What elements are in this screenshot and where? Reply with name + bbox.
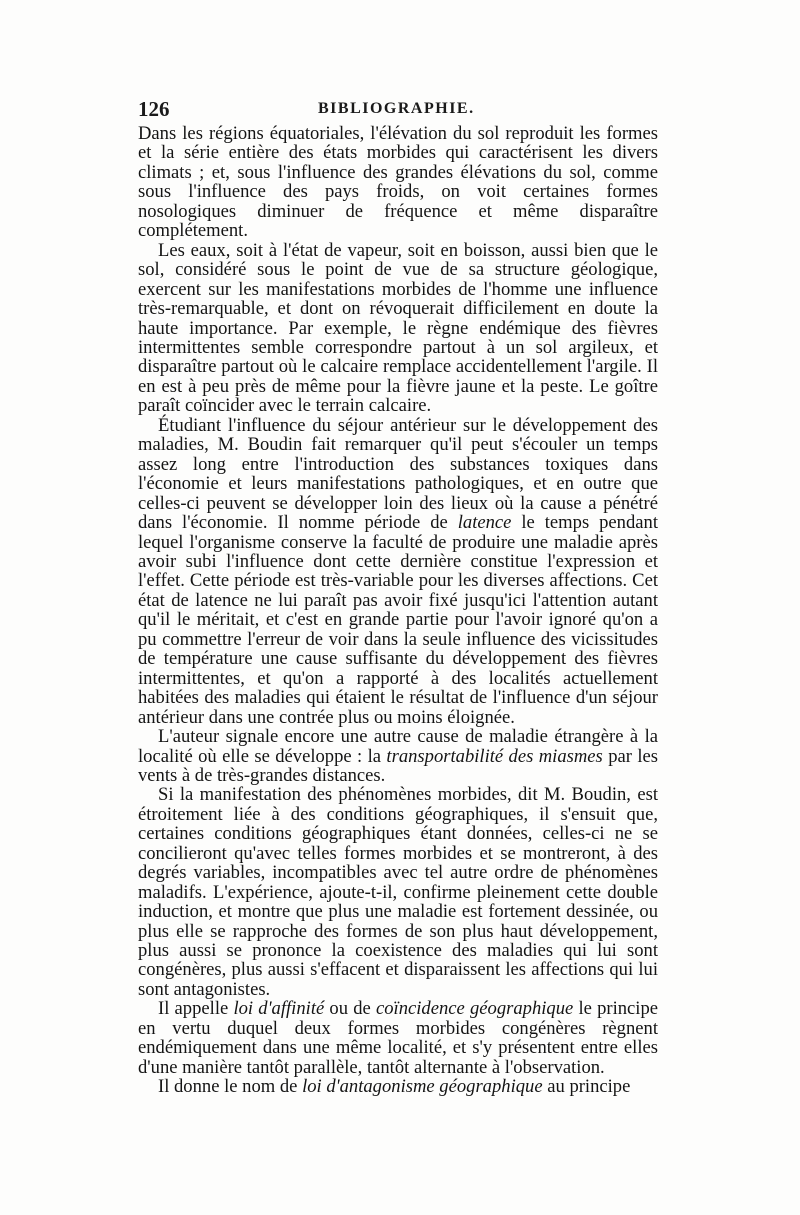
paragraph bbox=[138, 999, 658, 1077]
running-head: BIBLIOGRAPHIE. bbox=[318, 100, 475, 117]
paragraph-text: le temps pendant lequel l'organisme conserve la faculté de produire une maladie après avoir subi l'influence dont cette dernière constitue l'expression et l'effet. Cette période est très-variable pour les diverses affections. Cet état de latence ne lui paraît pas avoir fixé jusqu'ici l'attention autant qu'il le méritait, et c'est en grande partie pour l'avoir ignoré qu'on a pu commettre l'erreur de voir dans la seule influence des vicissitudes de température une cause suffisante du développement des fièvres intermittentes, et qu'on a rapporté à des localités actuellement habitées des maladies qui étaient le résultat de l'influence d'un séjour antérieur dans une contrée plus ou moins éloignée. bbox=[138, 512, 658, 728]
paragraph bbox=[138, 241, 658, 416]
italic-term: transportabilité des miasmes bbox=[386, 745, 603, 767]
italic-term: coïncidence géographique bbox=[375, 998, 574, 1020]
italic-term: loi d'affinité bbox=[233, 998, 325, 1020]
paragraph-text: Il donne le nom de bbox=[158, 1076, 303, 1098]
paragraph-text: Si la manifestation des phénomènes morbides, dit M. Boudin, est étroitement liée à des conditions géographiques, il s'ensuit que, certaines conditions géographiques étant données, celles-ci ne se concilieront qu'avec telles formes morbides et se montreront, à des degrés variables, incompatibles avec tel autre ordre de phénomènes maladifs. L'expérience, ajoute-t-il, confirme pleinement cette double induction, et montre que plus une maladie est fortement dessinée, ou plus elle se rapproche des formes de son plus haut développement, plus aussi se prononce la coexistence des maladies qui lui sont congénères, plus aussi s'effacent et disparaissent les affections qui lui sont antagonistes. bbox=[138, 784, 658, 1000]
page-number: 126 bbox=[138, 97, 170, 121]
italic-term: loi d'antagonisme géographique bbox=[302, 1076, 543, 1098]
paragraph-text: au principe bbox=[542, 1076, 631, 1098]
paragraph-text: L'auteur signale encore une autre cause de maladie étrangère à la localité où elle se développe : la bbox=[138, 726, 658, 767]
paragraph bbox=[138, 124, 658, 241]
paragraph bbox=[138, 727, 658, 785]
paragraph-text: par les vents à de très-grandes distances. bbox=[138, 745, 658, 786]
paragraph-text: Étudiant l'influence du séjour antérieur sur le développement des maladies, M. Boudin fait remarquer qu'il peut s'écouler un temps assez long entre l'introduction des substances toxiques dans l'économie et leurs manifestations pathologiques, et en outre que celles-ci peuvent se développer loin des lieux où la cause a pénétré dans l'économie. Il nomme période de bbox=[138, 414, 658, 534]
paragraph-text: le principe en vertu duquel deux formes morbides congénères règnent endémiquement dans une même localité, et s'y présentent entre elles d'une manière tantôt parallèle, tantôt alternante à l'observation. bbox=[138, 998, 659, 1078]
body-text bbox=[138, 124, 658, 1097]
page-header bbox=[138, 97, 658, 123]
paragraph-text: ou de bbox=[324, 998, 376, 1020]
paragraph-text: Les eaux, soit à l'état de vapeur, soit en boisson, aussi bien que le sol, considéré sous le point de vue de sa structure géologique, exercent sur les manifestations morbides de l'homme une influence très-remarquable, et dont on révoquerait difficilement en doute la haute importance. Par exemple, le règne endémique des fièvres intermittentes semble correspondre partout à un sol argileux, et disparaître partout où le calcaire remplace accidentellement l'argile. Il en est à peu près de même pour la fièvre jaune et la peste. Le goître paraît coïncider avec le terrain calcaire. bbox=[138, 239, 658, 417]
paragraph bbox=[138, 416, 658, 727]
paragraph bbox=[138, 1077, 658, 1096]
paragraph bbox=[138, 785, 658, 999]
paragraph-text: Dans les régions équatoriales, l'élévation du sol reproduit les formes et la série entière des états morbides qui caractérisent les divers climats ; et, sous l'influence des grandes élévations du sol, comme sous l'influence des pays froids, on voit certaines formes nosologiques diminuer de fréquence et même disparaître complétement. bbox=[138, 123, 658, 242]
paragraph-text: Il appelle bbox=[158, 998, 234, 1020]
italic-term: latence bbox=[457, 512, 512, 534]
